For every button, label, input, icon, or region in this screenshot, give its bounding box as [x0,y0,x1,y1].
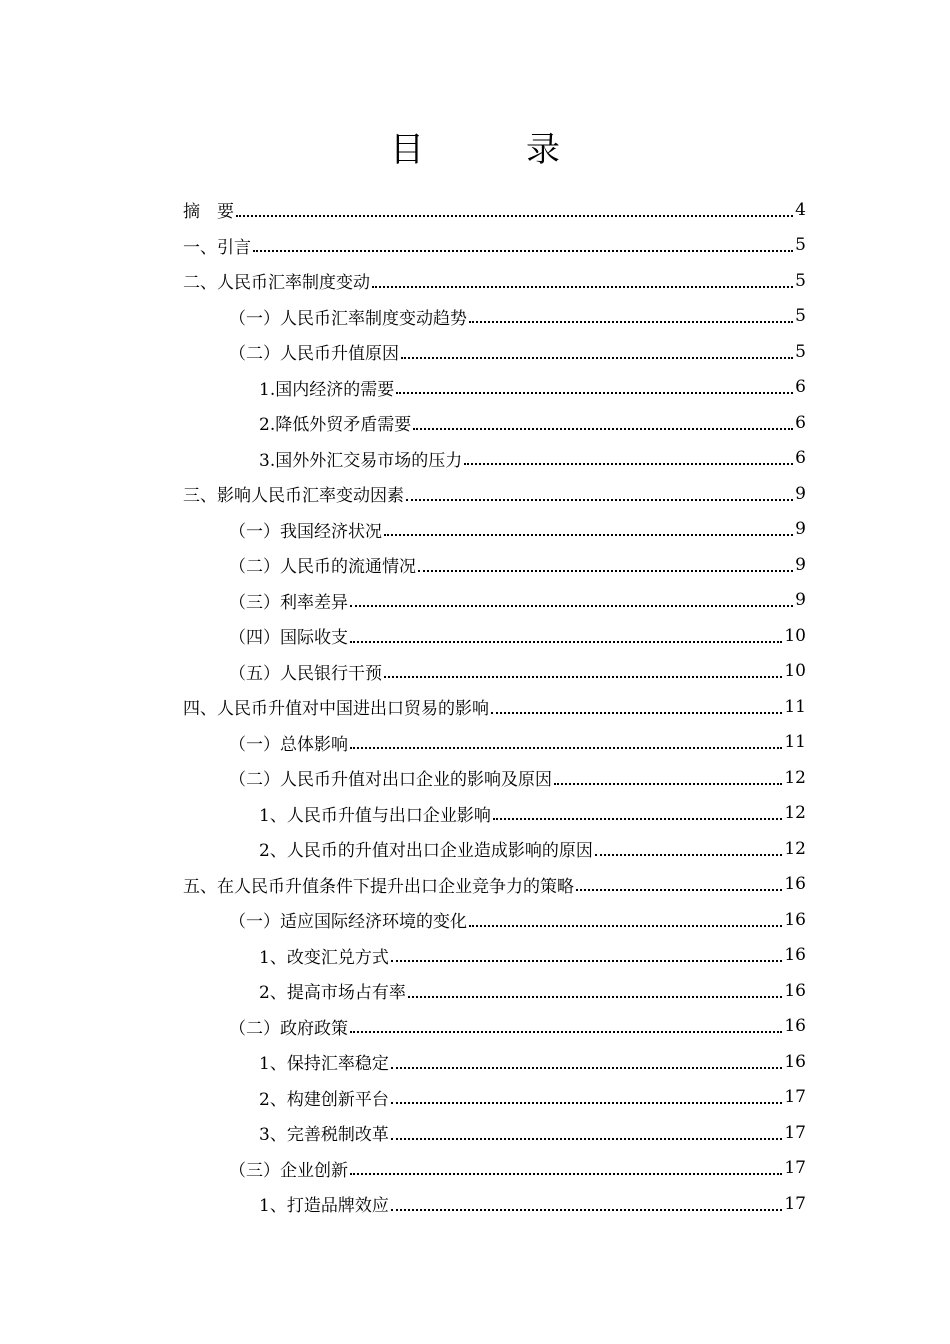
toc-entry[interactable] [229,1009,806,1045]
toc-entry[interactable] [259,405,806,441]
dot-leader [464,463,793,465]
dot-leader [469,321,793,323]
toc-page-number: 16 [784,1051,806,1072]
dot-leader [493,818,783,820]
toc-entry-label: （五）人民银行干预 [229,663,382,684]
toc-entry-label: （二）人民币升值对出口企业的影响及原因 [229,770,552,791]
toc-page-number: 16 [784,909,806,930]
toc-entry-label: （一）总体影响 [229,734,348,755]
toc-entry[interactable] [183,689,806,725]
toc-entry[interactable] [183,192,806,228]
toc-entry[interactable] [229,654,806,690]
toc-entry[interactable] [229,618,806,654]
dot-leader [350,747,782,749]
dot-leader [406,499,793,501]
dot-leader [350,605,793,607]
toc-page-number: 4 [795,199,806,220]
toc-entry-label: （二）政府政策 [229,1018,348,1039]
dot-leader [595,854,783,856]
toc-page-number: 5 [795,341,806,362]
dot-leader [408,996,783,998]
toc-entry-label: 三、影响人民币汇率变动因素 [183,486,404,507]
toc-entry[interactable] [259,796,806,832]
toc-list [0,192,950,1222]
toc-entry-label: 3.国外外汇交易市场的压力 [259,450,463,471]
dot-leader [350,641,782,643]
toc-entry[interactable] [259,370,806,406]
toc-entry-label: 摘 要 [183,202,234,223]
toc-page-number: 6 [795,412,806,433]
toc-page-number: 17 [784,1122,806,1143]
toc-page-number: 9 [795,590,806,611]
toc-entry[interactable] [183,263,806,299]
toc-entry[interactable] [229,583,806,619]
toc-entry-label: （三）企业创新 [229,1160,348,1181]
toc-page-number: 12 [784,767,806,788]
toc-entry[interactable] [229,299,806,335]
toc-page-number: 16 [784,980,806,1001]
dot-leader [384,534,793,536]
toc-page-number: 12 [784,803,806,824]
dot-leader [384,676,782,678]
toc-entry-label: 3、完善税制改革 [259,1125,389,1146]
toc-entry[interactable] [259,831,806,867]
toc-page-number: 9 [795,519,806,540]
toc-entry[interactable] [229,725,806,761]
dot-leader [491,712,782,714]
toc-entry-label: 五、在人民币升值条件下提升出口企业竞争力的策略 [183,876,574,897]
toc-entry[interactable] [229,512,806,548]
toc-page-number: 9 [795,483,806,504]
toc-entry[interactable] [229,760,806,796]
dot-leader [401,357,793,359]
toc-page-number: 16 [784,874,806,895]
dot-leader [391,1209,783,1211]
dot-leader [391,1138,783,1140]
toc-entry-label: （四）国际收支 [229,628,348,649]
dot-leader [350,1031,782,1033]
dot-leader [391,960,783,962]
toc-entry[interactable] [259,1186,806,1222]
toc-entry-label: 1、人民币升值与出口企业影响 [259,805,491,826]
toc-entry[interactable] [259,1044,806,1080]
dot-leader [372,286,793,288]
toc-entry-label: 2、人民币的升值对出口企业造成影响的原因 [259,841,593,862]
toc-entry-label: 一、引言 [183,237,251,258]
toc-entry[interactable] [259,938,806,974]
dot-leader [236,215,793,217]
toc-entry-label: 四、人民币升值对中国进出口贸易的影响 [183,699,489,720]
toc-entry[interactable] [259,441,806,477]
toc-entry-label: 1、改变汇兑方式 [259,947,389,968]
toc-page-number: 9 [795,554,806,575]
toc-entry-label: 1.国内经济的需要 [259,379,395,400]
toc-entry[interactable] [229,334,806,370]
dot-leader [418,570,793,572]
toc-page-number: 10 [784,625,806,646]
dot-leader [576,889,782,891]
toc-entry[interactable] [183,476,806,512]
toc-page-number: 11 [784,732,806,753]
toc-entry[interactable] [259,1115,806,1151]
toc-title: 目 录 [390,130,594,170]
toc-page-number: 16 [784,1016,806,1037]
toc-entry-label: （一）适应国际经济环境的变化 [229,912,467,933]
toc-page-number: 10 [784,661,806,682]
toc-entry[interactable] [229,902,806,938]
toc-page-number: 17 [784,1087,806,1108]
dot-leader [396,392,793,394]
toc-entry[interactable] [259,973,806,1009]
dot-leader [413,428,793,430]
toc-entry[interactable] [183,228,806,264]
toc-entry[interactable] [259,1080,806,1116]
toc-entry-label: （三）利率差异 [229,592,348,613]
toc-entry-label: （一）我国经济状况 [229,521,382,542]
toc-page-number: 12 [784,838,806,859]
toc-page-number: 6 [795,377,806,398]
toc-entry[interactable] [229,547,806,583]
dot-leader [391,1102,783,1104]
toc-entry-label: 1、打造品牌效应 [259,1196,389,1217]
toc-page-number: 5 [795,235,806,256]
dot-leader [554,783,782,785]
toc-page-number: 17 [784,1193,806,1214]
toc-entry[interactable] [229,1151,806,1187]
dot-leader [253,250,793,252]
toc-entry-label: （二）人民币的流通情况 [229,557,416,578]
toc-page-number: 5 [795,306,806,327]
toc-page-number: 6 [795,448,806,469]
dot-leader [350,1173,782,1175]
toc-entry-label: 2、提高市场占有率 [259,983,406,1004]
toc-entry-label: 2、构建创新平台 [259,1089,389,1110]
toc-entry-label: 1、保持汇率稳定 [259,1054,389,1075]
toc-entry-label: 二、人民币汇率制度变动 [183,273,370,294]
toc-page-number: 5 [795,270,806,291]
toc-page-number: 17 [784,1158,806,1179]
toc-entry-label: （一）人民币汇率制度变动趋势 [229,308,467,329]
dot-leader [469,925,782,927]
toc-entry-label: （二）人民币升值原因 [229,344,399,365]
dot-leader [391,1067,783,1069]
toc-entry-label: 2.降低外贸矛盾需要 [259,415,412,436]
toc-page-number: 11 [784,696,806,717]
toc-page-number: 16 [784,945,806,966]
toc-entry[interactable] [183,867,806,903]
